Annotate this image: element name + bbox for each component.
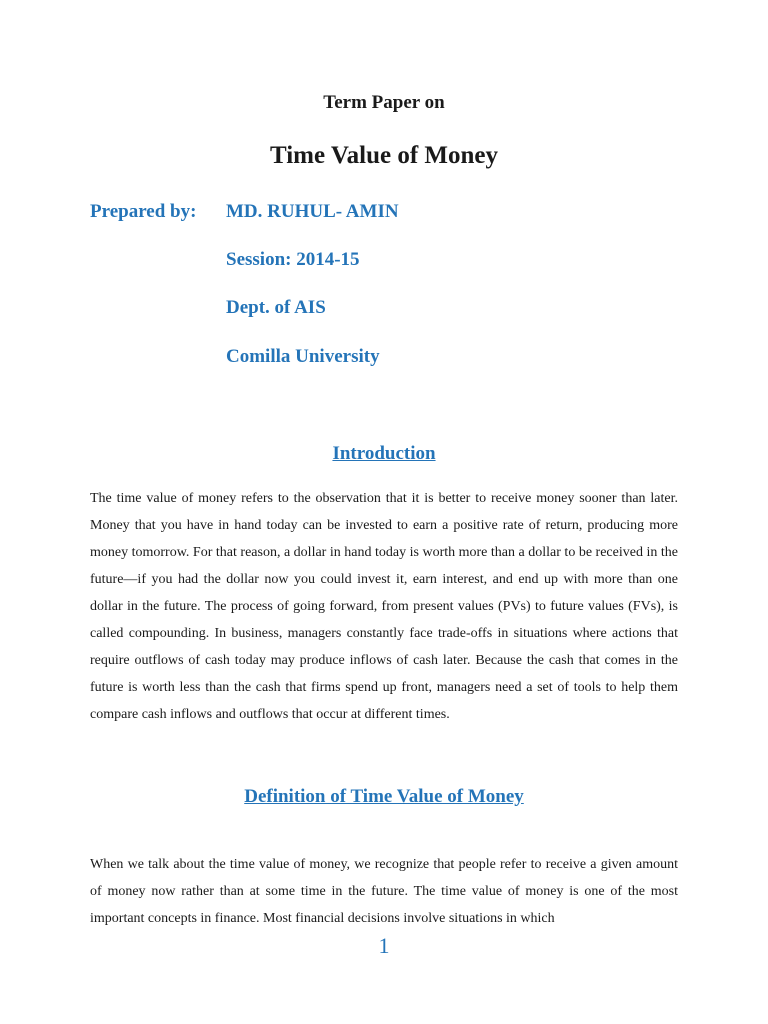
author-university: Comilla University xyxy=(226,346,380,367)
section-heading-introduction: Introduction xyxy=(332,443,436,464)
author-department: Dept. of AIS xyxy=(226,297,326,318)
paper-title: Time Value of Money xyxy=(269,142,498,169)
definition-paragraph: When we talk about the time value of money, we recognize that people refer to receive a given amount of money now rather than at some time in the future. The time value of money is one of the most important concepts in finance. Most financial decisions involve situations in which xyxy=(90,857,678,926)
page-number: 1 xyxy=(378,933,390,958)
author-name: MD. RUHUL- AMIN xyxy=(226,201,399,222)
author-session: Session: 2014-15 xyxy=(226,249,360,270)
paper-subtitle: Term Paper on xyxy=(323,92,445,113)
prepared-by-label: Prepared by: xyxy=(90,201,197,222)
introduction-paragraph: The time value of money refers to the observation that it is better to receive money sooner than later. Money that you have in hand today can be invested to earn a positive rate of return, producing more money tomorrow. For that reason, a dollar in hand today is worth more than a dollar to be received in the future—if you had the dollar now you could invest it, earn interest, and end up with more than one dollar in the future. The process of going forward, from present values (PVs) to future values (FVs), is called compounding. In business, managers constantly face trade-offs in situations where actions that require outflows of cash today may produce inflows of cash later. Because the cash that comes in the future is worth less than the cash that firms spend up front, managers need a set of tools to help them compare cash inflows and outflows that occur at different times. xyxy=(90,491,678,722)
section-heading-definition: Definition of Time Value of Money xyxy=(244,786,524,807)
